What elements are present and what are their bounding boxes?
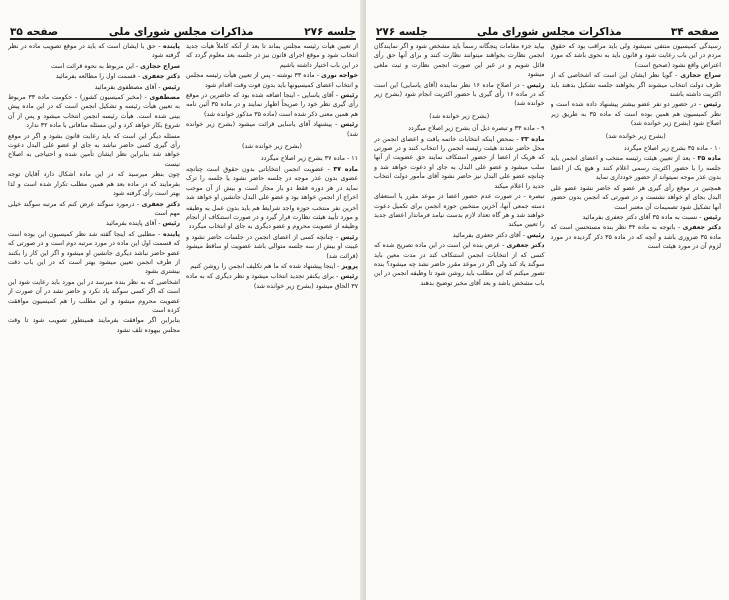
- text-column: [186, 42, 358, 592]
- paragraph-text: - گویا نظر ایشان این است که اشخاصی که از طرف دولت انتخاب میشوند اگر بخواهند جلسه تشکیل بدهند باید اکثریت داشته باشند: [550, 72, 721, 99]
- left-page-columns: [8, 42, 358, 592]
- speaker-name: دکتر جعفری: [142, 73, 180, 81]
- parenthetical-note: (بشرح زیر خوانده شد): [605, 132, 666, 140]
- transcript-paragraph: [551, 154, 722, 182]
- paragraph-text: - در اصلاح ماده ۱۶ نظر نماینده (آقای یاسایی) این است که در ماده ۱۶ رأی گیری با حضور اکثریت انجام شود (بشرح زیر خوانده شد): [374, 81, 545, 108]
- speaker-name: پاینده: [162, 43, 180, 50]
- speaker-name: ماده ۳۷: [333, 165, 358, 173]
- transcript-paragraph: [186, 272, 358, 291]
- speaker-name: ماده ۳۳: [521, 135, 545, 143]
- speaker-name: رئیس: [340, 121, 358, 129]
- transcript-paragraph: [8, 316, 180, 335]
- speaker-name: دکتر جعفری: [141, 200, 180, 208]
- paragraph-text: - بعد از تعیین هیئت رئیسه منتخب و اعضای انجمن باید جلسه را با حضور اکثریت رسمی اعلام کنند و هیچ یک از اعضا بدون عذر موجه نمیتواند از حضور خودداری نماید: [550, 155, 721, 182]
- transcript-paragraph: [8, 132, 180, 170]
- speaker-name: پاینده: [162, 230, 180, 238]
- speaker-name: رئیس: [162, 83, 180, 91]
- transcript-paragraph: [186, 120, 358, 139]
- transcript-paragraph: [374, 42, 545, 80]
- paragraph-text: - قسمت اول را مطالعه بفرمائید: [55, 73, 141, 81]
- right-page-columns: [374, 42, 721, 592]
- speaker-name: رئیس: [340, 92, 358, 100]
- transcript-paragraph: [186, 42, 358, 70]
- session-number: جلسه ۲۷۶: [376, 26, 428, 38]
- text-column: [551, 42, 722, 592]
- paragraph-text: - در حضور دو نفر عضو بیشتر پیشنهاد داده شده است و نظر کمیسیون هم همین بوده است که ماده ۳۵ به طریق زیر اصلاح شود (بشرح زیر خوانده شد): [550, 101, 721, 128]
- transcript-paragraph: [8, 42, 180, 61]
- paragraph-text: - چنانچه کسی از اعضای انجمن در جلسات حاضر نشود و غیبت او بیش از سه جلسه متوالی باشد عضویت او ساقط میشود (قرائت شد): [186, 233, 358, 260]
- speaker-name: سراج حجازی: [140, 62, 180, 70]
- paragraph-text: - درمورد سوگند عرض کنم که مرتبه سوگند خیلی مهم است: [8, 200, 180, 217]
- paragraph-text: - ماده ۳۳ نوشته - پس از تعیین هیأت رئیسه مجلس و انتخاب اعضای کمیسیونها باید بدون فوت وقت اقدام شود: [186, 72, 358, 89]
- paragraph-text: - عرض بنده این است در این ماده تصریح شده که کسی که از انتخابات انجمن استنکاف کند در مدت معین باید سوگند یاد کند ولی اگر در موعد مقرر حاضر نشد چه میشود؟ بنده تصور میکنم که این مطلب باید روشن شود تا وظیفه انجمن در این باب مشخص باشد و بعد آقای مخبر توضیح بدهند: [374, 242, 545, 287]
- right-page: [366, 0, 729, 600]
- paragraph-text: - آقای یاسایی - اینجا اضافه شده بود که حاضرین در موقع رأی گیری نظر خود را صریحاً اظهار نمایند و در ماده ۳۵ آئین نامه هم همین معنی ذکر شده است (ماده ۳۵ مذکور خوانده شد): [186, 92, 358, 118]
- session-number: جلسه ۲۷۶: [304, 26, 356, 38]
- page-number: صفحه ۳۵: [10, 26, 59, 38]
- paragraph-text: اشخاصی که به نظر بنده میرسد در این مورد باید رعایت شود این است که اگر کسی سوگند یاد نکرد و حاضر نشد در آن صورت از عضویت محروم میشود و این مطلب را هم کمیسیون موافقت کرده است: [8, 278, 180, 314]
- paragraph-text: - این مربوط به نحوه قرائت است: [51, 62, 139, 70]
- speaker-name: ماده ۳۵: [697, 155, 721, 163]
- transcript-paragraph: [186, 204, 358, 232]
- speaker-name: رئیس: [162, 220, 180, 228]
- transcript-paragraph: [551, 144, 722, 153]
- transcript-paragraph: [551, 71, 722, 99]
- transcript-paragraph: [186, 165, 358, 203]
- transcript-paragraph: [8, 62, 180, 71]
- transcript-paragraph: [186, 71, 358, 90]
- transcript-paragraph: [374, 124, 545, 133]
- transcript-paragraph: [551, 223, 722, 251]
- paragraph-text: - آقای دکتر جعفری بفرمائید: [452, 231, 526, 239]
- speaker-name: سراج حجازی: [680, 72, 721, 80]
- transcript-paragraph: [551, 213, 722, 222]
- transcript-paragraph: [8, 72, 180, 81]
- transcript-paragraph: [186, 91, 358, 119]
- transcript-paragraph: [8, 93, 180, 131]
- paragraph-text: بنابراین اگر موافقت بفرمایند همینطور تصویب شود تا وقت مجلس بیهوده تلف نشود: [8, 317, 180, 334]
- paragraph-text: - آقای مصطفوی بفرمائید: [94, 83, 161, 91]
- speaker-name: دکتر جعفری: [506, 242, 545, 250]
- transcript-paragraph: [374, 241, 545, 288]
- speaker-name: دکتر جعفری: [682, 224, 721, 232]
- paragraph-text: بیاید جزء مقامات پنجگانه رسماً باید مشخص شود و اگر نمایندگان انجمن نظارت بخواهند میتوانند نظارت کنند و برای آنها حق رأی قائل شویم و در غیر این صورت انجمن نظارت و ثبت ملغی میشود: [374, 43, 545, 79]
- paragraph-text: مسئله دیگر این است که باید رعایت قانون بشود و اگر در موقع رأی گیری کسی حاضر نباشد به جای او عضو علی البدل دعوت خواهد شد بنابراین نظر ایشان تأمین شده و احتیاجی به اصلاح نیست: [8, 132, 180, 168]
- speaker-name: رئیس: [703, 101, 721, 109]
- transcript-paragraph: [374, 231, 545, 240]
- transcript-paragraph: [8, 200, 180, 219]
- transcript-paragraph: [8, 170, 180, 198]
- parenthetical-note: (بشرح زیر خوانده شد): [429, 112, 490, 120]
- right-page-header: [376, 12, 719, 40]
- speaker-name: رئیس: [340, 233, 358, 241]
- paragraph-text: از تعیین هیأت رئیسه مجلس بماند تا بعد از آنکه کاملاً هیأت جدید انتخاب شود و موقع اجرای قانون نیز در جلسه بعد معلوم گردد که در این باب اختیار داشته باشیم: [186, 43, 358, 69]
- transcript-paragraph: [186, 154, 358, 163]
- paragraph-text: - عضویت انجمن انتخاباتی بدون حقوق است چنانچه عضوی بدون عذر موجه در جلسه حاضر نشود یا جلسه را ترک نماید در هر دوره فقط دو بار مجاز است و بیش از آن موجب اخراج از انجمن خواهد بود و عضو علی البدل جانشین او خواهد شد: [186, 165, 358, 202]
- speaker-name: رئیس: [527, 231, 545, 239]
- speaker-name: پرویز: [341, 262, 358, 270]
- paragraph-text: همچنین در موقع رأی گیری هر عضو که حاضر نشود عضو علی البدل بجای او خواهد نشست و در صورتی که انجمن بدون حضور آنها تشکیل شود تصمیمات آن معتبر است: [550, 184, 721, 211]
- transcript-paragraph: [8, 219, 180, 228]
- transcript-paragraph: [374, 135, 545, 191]
- speaker-name: مصطفوی: [149, 94, 180, 102]
- paragraph-text: ۹ - ماده ۳۳ و تبصره ذیل آن بشرح زیر اصلاح میگردد: [408, 125, 545, 133]
- speaker-name: رئیس: [527, 81, 545, 89]
- transcript-paragraph: [551, 100, 722, 128]
- paragraph-text: - پیشنهاد آقای یاسایی قرائت میشود (بشرح زیر خوانده شد): [186, 121, 358, 138]
- transcript-paragraph: [374, 192, 545, 230]
- speaker-name: خواجه نوری: [321, 72, 358, 80]
- paragraph-text: - (مخبر کمیسیون کشور) - حکومت ماده ۳۳ مربوط به تعیین هیأت رئیسه و تشکیل انجمن است که در این ماده پیش بینی شده است. هیأت رئیسه انجمن انتخاب میشود و پس از آن شروع بکار خواهد کرد و این مسئله منافاتی با ماده ۳۲ ندارد: [8, 94, 180, 130]
- paragraph-text: - آقای پاینده بفرمائید: [106, 220, 161, 228]
- paragraph-text: چون بنظر میرسید که در این ماده اشکال دارد آقایان توجه بفرمایند که در ماده بعد هم همین مطلب تکرار شده است و لذا بهتر است رأی گرفته شود: [8, 171, 180, 198]
- speaker-name: رئیس: [703, 213, 721, 221]
- paragraph-text: تبصره - در صورت عدم حضور اعضا در موعد مقرر یا استعفای دسته جمعی آنها، آخرین منتخبین حوزه انجمن برای تکمیل دعوت خواهند شد و هر گاه تعداد لازم بدست نیامد فرماندار اعضای جدید را تعیین میکند: [374, 193, 545, 229]
- transcript-paragraph: [186, 262, 358, 271]
- paragraph-text: ۱۱ - ماده ۳۷ بشرح زیر اصلاح میگردد: [260, 155, 358, 163]
- speaker-name: رئیس: [340, 273, 358, 281]
- paragraph-text: آخرین نفر منتخب حوزه واجد شرایط هم باید بدون عمل به وظیفه و مورد تأیید هیئت نظارت قرار گیرد و در صورت استنکاف از انجام وظیفه از عضویت محروم و عضو دیگری به جای او انتخاب میگردد: [186, 204, 358, 231]
- paragraph-text: رسیدگی کمیسیون منتفی نمیشود ولی باید مراقب بود که حقوق مردم در این باب رعایت شود و قانون باید به نحوی باشد که مورد اعتراض واقع نشود (صحیح است): [550, 43, 721, 69]
- journal-title: مذاکرات مجلس شورای ملی: [476, 26, 622, 38]
- journal-title: مذاکرات مجلس شورای ملی: [108, 26, 254, 38]
- page-number: صفحه ۳۴: [670, 26, 719, 38]
- paragraph-text: - باتوجه به ماده ۳۴ نظر بنده مستحسن است که ماده ۳۵ ضروری باشد و آنچه که در ماده ۳۵ ذکر گردیده در مورد لزوم آن در مورد هیئت است: [550, 224, 721, 251]
- transcript-paragraph: [374, 81, 545, 109]
- paragraph-text: - مطلبی که اینجا گفته شد نظر کمیسیون این بوده است که قسمت اول این ماده در مورد مرتبه دوم است و در صورتی که عضو حاضر نباشد دیگری جانشین او میشود و اگر این کار را بکنند از طرف انجمن تعیین میشود بهتر است که در این باب دقت بیشتری بشود: [8, 230, 180, 276]
- transcript-paragraph: [8, 278, 180, 316]
- parenthetical-note: (بشرح زیر خوانده شد): [242, 143, 302, 151]
- text-column: [8, 42, 180, 592]
- paragraph-text: - نسبت به ماده ۳۵ آقای دکتر جعفری بفرمائید: [582, 213, 702, 221]
- left-page-header: [10, 12, 356, 40]
- transcript-paragraph: [186, 233, 358, 261]
- paragraph-text: - اینجا پیشنهاد شده که ما هم تکلیف انجمن را روشن کنیم: [190, 262, 340, 270]
- paragraph-text: - حق با ایشان است که باید در موقع تصویب ماده در نظر گرفته شود: [8, 43, 180, 60]
- text-column: [374, 42, 545, 592]
- paragraph-text: ۱۰ - ماده ۳۵ بشرح زیر اصلاح میگردد: [623, 145, 721, 153]
- transcript-paragraph: [551, 184, 722, 212]
- transcript-paragraph: [551, 42, 722, 70]
- paragraph-text: - برای یکنفر تجدید انتخاب میشود و نظر دیگری که به ماده ۳۷ الحاق میشود (بشرح زیر خوانده شد): [186, 273, 358, 290]
- transcript-paragraph: [8, 230, 180, 277]
- transcript-paragraph: [8, 83, 180, 92]
- paragraph-text: - بمحض اینکه انتخابات خاتمه یافت و اعضای انجمن در محل حاضر شدند هیئت رئیسه انجمن را انتخاب کنند و در صورتی که هریک از اعضا از حضور استنکاف نمایند حق عضویت از آنها سلب میشود و عضو علی البدل به جای او دعوت خواهد شد و چنانچه عضو علی البدل نیز حاضر نشود آقای مأمور دولت انتخاب جدید را اعلام میکند: [374, 135, 545, 190]
